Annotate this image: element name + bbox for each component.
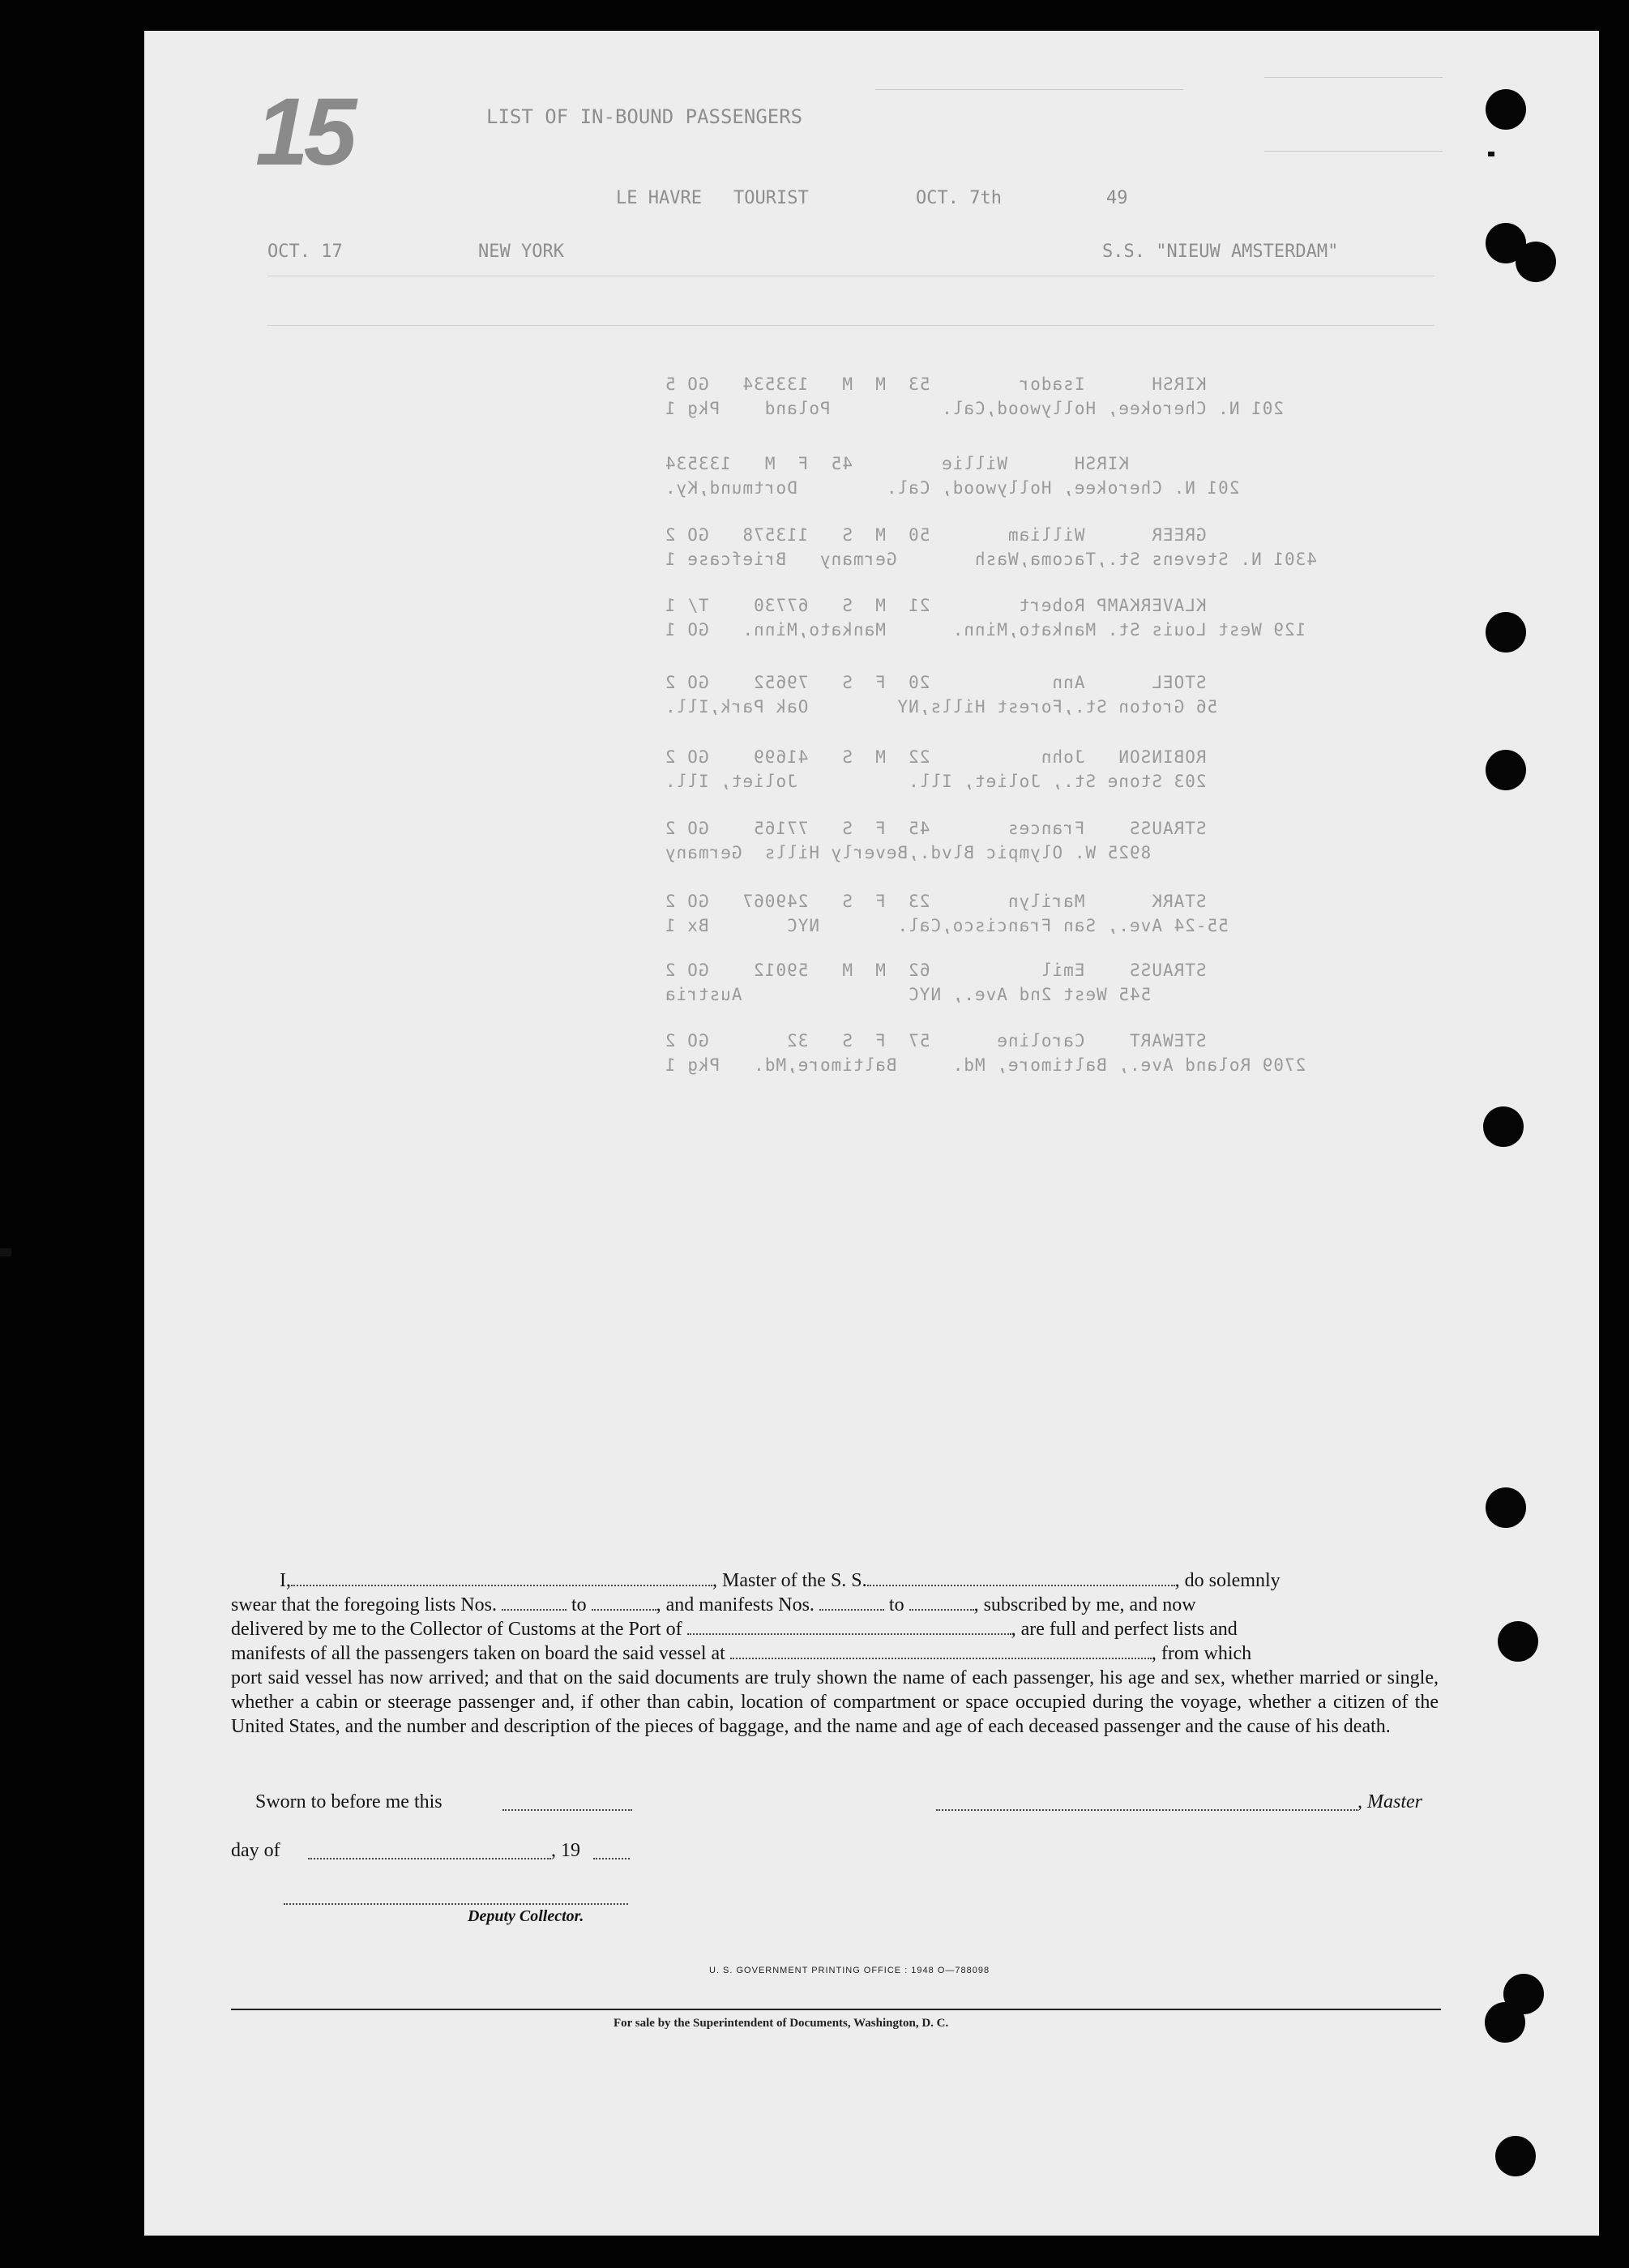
- oath-text: swear that the foregoing lists Nos.: [231, 1594, 497, 1615]
- master-label: , Master: [1358, 1791, 1422, 1812]
- passenger-line: 203 Stone St., Joliet, Ill. Joliet, Ill.: [665, 772, 1207, 791]
- passenger-line: STRAUSS Frances 45 F S 77165 GO 2: [665, 819, 1207, 838]
- sale-notice: For sale by the Superintendent of Documents, Washington, D. C.: [614, 2017, 949, 2030]
- class-label: TOURIST: [733, 188, 809, 208]
- faded-form-note: [875, 89, 1183, 122]
- passenger-line: GREER William 50 M S 113578 GO 2: [665, 525, 1207, 545]
- passenger-line: 129 West Louis St. Mankato,Minn. Mankato,Minn. GO 1: [665, 620, 1306, 640]
- passenger-line: STEWART Caroline 57 F S 32 GO 2: [665, 1031, 1207, 1051]
- passenger-line: KIRSH Willie 45 F M 133534: [665, 454, 1130, 473]
- day-of-label: day of: [231, 1840, 280, 1861]
- punch-hole: [1483, 1106, 1524, 1147]
- passenger-line: 8925 W. Olympic Blvd.,Beverly Hills Germany: [665, 843, 1152, 862]
- oath-text: manifests of all the passengers taken on board the said vessel at: [231, 1643, 725, 1664]
- punch-hole: [1486, 612, 1526, 653]
- footer-rule: [231, 2009, 1441, 2010]
- passenger-line: 201 N. Cherokee, Hollywood,Cal. Poland Pkg 1: [665, 399, 1285, 418]
- year-field[interactable]: [593, 1858, 630, 1859]
- punch-hole: [1498, 1621, 1538, 1662]
- passenger-line: 56 Groton St.,Forest Hills,NY Oak Park,Ill.: [665, 697, 1218, 717]
- passenger-line: 201 N. Cherokee, Hollywood, Cal. Dortmund,Ky.: [665, 478, 1240, 498]
- departure-date: OCT. 7th: [916, 188, 1002, 208]
- oath-text: , Master of the S. S.: [712, 1570, 867, 1591]
- manifest-from-field[interactable]: [819, 1594, 884, 1611]
- sworn-label: Sworn to before me this: [255, 1791, 443, 1812]
- passenger-line: KIRSH Isador 53 M M 133534 GO 5: [665, 374, 1207, 394]
- oath-text: delivered by me to the Collector of Customs at the Port of: [231, 1619, 682, 1640]
- arrival-port: NEW YORK: [478, 242, 564, 262]
- master-name-field[interactable]: [291, 1570, 712, 1586]
- deputy-signature-field[interactable]: [284, 1903, 628, 1905]
- passenger-line: STARK Marilyn 23 F S 249067 GO 2: [665, 892, 1207, 911]
- punch-hole: [1486, 1487, 1526, 1528]
- punch-hole: [1486, 89, 1526, 130]
- sworn-date-field[interactable]: [502, 1809, 632, 1811]
- punch-hole: [1495, 2136, 1536, 2176]
- vessel-name: S.S. "NIEUW AMSTERDAM": [1102, 242, 1339, 262]
- oath-text: port said vessel has now arrived; and that on the said documents are truly shown the name of each passenger, his age and sex, whether married or single, whether a cabin or steerage passenger and, if other than cabin, location of compartment or space occupied during the voyage, whether a citizen of the United States, and the number and description of the pieces of baggage, and the name and age of each deceased passenger and the cause of his death.: [231, 1667, 1439, 1737]
- oath-text: , and manifests Nos.: [656, 1594, 814, 1615]
- from-port: LE HAVRE: [616, 188, 702, 208]
- passenger-line: ROBINSON John 22 M S 41699 GO 2: [665, 747, 1207, 767]
- embark-port-field[interactable]: [730, 1643, 1152, 1659]
- oath-text: , are full and perfect lists and: [1011, 1619, 1238, 1640]
- punch-hole: [1485, 2002, 1525, 2043]
- passenger-line: STOEL Ann 20 F S 79652 GO 2: [665, 673, 1207, 692]
- passenger-line: 545 West 2nd Ave., NYC Austria: [665, 985, 1152, 1004]
- deputy-collector-label: Deputy Collector.: [468, 1907, 584, 1925]
- masters-oath: [231, 1568, 1439, 1739]
- manifest-page: [144, 31, 1599, 2236]
- gpo-imprint: U. S. GOVERNMENT PRINTING OFFICE : 1948 O—788098: [709, 1966, 990, 1975]
- port-field[interactable]: [687, 1619, 1011, 1635]
- oath-text: to: [888, 1594, 904, 1615]
- arrival-date: OCT. 17: [267, 242, 343, 262]
- manifest-to-field[interactable]: [909, 1594, 974, 1611]
- year-prefix: , 19: [551, 1840, 580, 1861]
- oath-text: , do solemnly: [1174, 1570, 1281, 1591]
- list-from-field[interactable]: [502, 1594, 567, 1611]
- oath-i: I,: [280, 1570, 291, 1591]
- oath-text: , from which: [1151, 1643, 1252, 1664]
- departure-year: 49: [1106, 188, 1128, 208]
- scan-speck: [0, 1248, 11, 1256]
- oath-text: , subscribed by me, and now: [973, 1594, 1196, 1615]
- passenger-line: 2709 Roland Ave., Baltimore, Md. Baltimore,Md. Pkg 1: [665, 1055, 1306, 1075]
- passenger-line: 4301 N. Stevens St.,Tacoma,Wash Germany Briefcase 1: [665, 550, 1317, 569]
- list-to-field[interactable]: [592, 1594, 656, 1611]
- scan-speck: [1488, 152, 1494, 156]
- master-signature-field[interactable]: [936, 1809, 1358, 1811]
- list-number-stamp: 15: [255, 79, 353, 186]
- punch-hole: [1516, 242, 1556, 282]
- day-month-field[interactable]: [308, 1858, 551, 1859]
- passenger-line: 55-24 Ave., San Francisco,Cal. NYC Bx 1: [665, 916, 1229, 935]
- form-title: LIST OF IN-BOUND PASSENGERS: [486, 105, 803, 128]
- punch-hole: [1486, 750, 1526, 790]
- faded-column-headers: [267, 276, 1434, 326]
- passenger-line: KLAVERKAMP Robert 21 M S 67730 T/ 1: [665, 596, 1207, 615]
- oath-text: to: [571, 1594, 587, 1615]
- faded-form-note: [1264, 77, 1443, 152]
- vessel-name-field[interactable]: [867, 1570, 1175, 1586]
- passenger-line: STRAUSS Emil 62 M M 59012 GO 2: [665, 961, 1207, 980]
